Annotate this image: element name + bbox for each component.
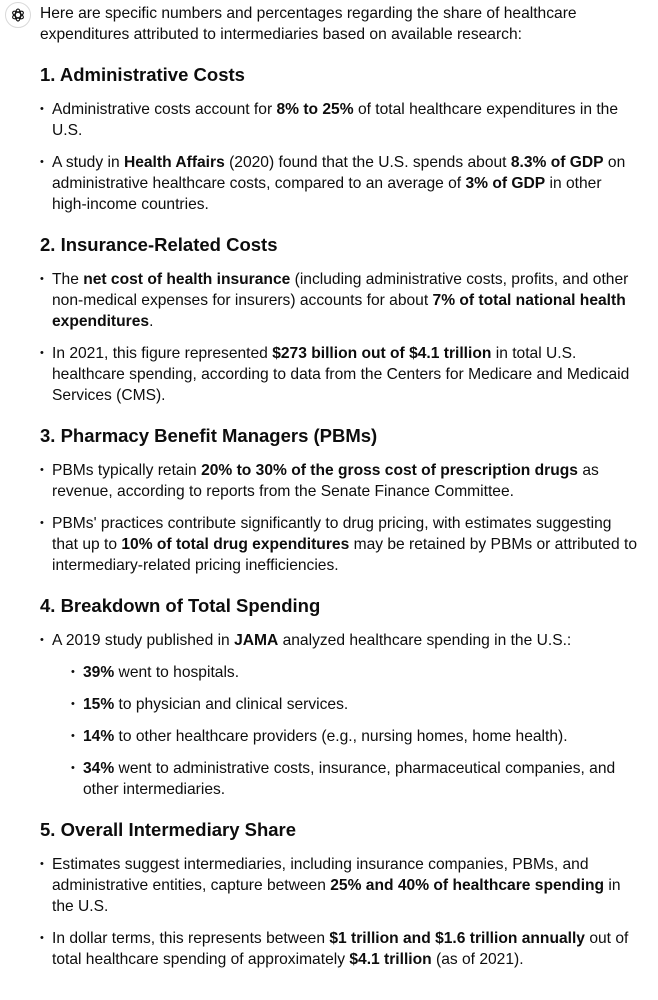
bold-text: 8.3% of GDP [510,154,604,171]
text: A 2019 study published in [52,632,235,649]
text: PBMs' practices contribute significantly to drug pricing, with estimates suggesting that up to [52,515,612,553]
text: The [52,271,84,288]
bold-text: $273 billion out of $4.1 trillion [272,345,492,362]
bold-text: 25% and 40% of healthcare spending [330,877,605,894]
bullet-list [40,269,640,406]
sub-list-item [71,662,640,683]
section-heading: 4. Breakdown of Total Spending [40,595,321,616]
section-heading: 2. Insurance-Related Costs [40,234,278,255]
list-item [40,460,640,502]
bold-text: 39% [83,664,115,681]
section-heading: 3. Pharmacy Benefit Managers (PBMs) [40,425,378,446]
text: of total healthcare expenditures in the U.S. [52,101,619,139]
list-item [40,269,640,332]
text: (2020) found that the U.S. spends about [224,154,511,171]
sub-bullet-list [52,662,640,800]
assistant-message [40,3,640,981]
bullet-list [40,460,640,576]
text: may be retained by PBMs or attributed to intermediary-related pricing inefficiencies. [52,536,638,574]
text: went to administrative costs, insurance, pharmaceutical companies, and other intermediaries. [83,760,616,798]
assistant-avatar [5,2,31,28]
section-heading: 1. Administrative Costs [40,64,245,85]
text: . [149,313,154,330]
list-item [40,928,640,970]
text: on administrative healthcare costs, compared to an average of [52,154,626,192]
bold-text: 8% to 25% [276,101,354,118]
bullet-list [40,630,640,800]
bullet-list [40,99,640,215]
text: out of total healthcare spending of approximately [52,930,629,968]
bold-text: 20% to 30% of the gross cost of prescription drugs [201,462,578,479]
bold-text: 34% [83,760,115,777]
sub-list-item [71,694,640,715]
text: In dollar terms, this represents between [52,930,330,947]
bold-text: $1 trillion and $1.6 trillion annually [329,930,585,947]
intro-text: Here are specific numbers and percentages regarding the share of healthcare expenditures attributed to intermediaries based on available research: [40,5,577,43]
text: (including administrative costs, profits, and other non-medical expenses for insurers) accounts for about [52,271,629,309]
list-item [40,343,640,406]
section-heading: 5. Overall Intermediary Share [40,819,297,840]
text: to physician and clinical services. [114,696,349,713]
text: A study in [52,154,124,171]
text: as revenue, according to reports from the Senate Finance Committee. [52,462,599,500]
text: in the U.S. [52,877,621,915]
list-item [40,99,640,141]
text: (as of 2021). [431,951,524,968]
bold-text: 15% [83,696,115,713]
text: to other healthcare providers (e.g., nursing homes, home health). [114,728,568,745]
bold-text: net cost of health insurance [83,271,291,288]
bold-text: JAMA [234,632,279,649]
list-item [40,152,640,215]
text: in other high-income countries. [52,175,602,213]
bold-text: 14% [83,728,115,745]
text: analyzed healthcare spending in the U.S.: [278,632,572,649]
text: Estimates suggest intermediaries, including insurance companies, PBMs, and administrative entities, capture between [52,856,589,894]
bold-text: 10% of total drug expenditures [121,536,350,553]
bold-text: 3% of GDP [465,175,546,192]
text: In 2021, this figure represented [52,345,273,362]
text: Administrative costs account for [52,101,277,118]
list-item [40,854,640,917]
openai-logo-icon [10,7,26,23]
list-item [40,630,640,800]
bold-text: 7% of total national health expenditures [52,292,626,330]
sub-list-item [71,726,640,747]
sections [40,63,640,970]
bullet-list [40,854,640,970]
text: went to hospitals. [114,664,240,681]
bold-text: $4.1 trillion [349,951,432,968]
text: PBMs typically retain [52,462,202,479]
bold-text: Health Affairs [123,154,225,171]
sub-list-item [71,758,640,800]
list-item [40,513,640,576]
text: in total U.S. healthcare spending, according to data from the Centers for Medicare and Medicaid Services (CMS). [52,345,630,404]
